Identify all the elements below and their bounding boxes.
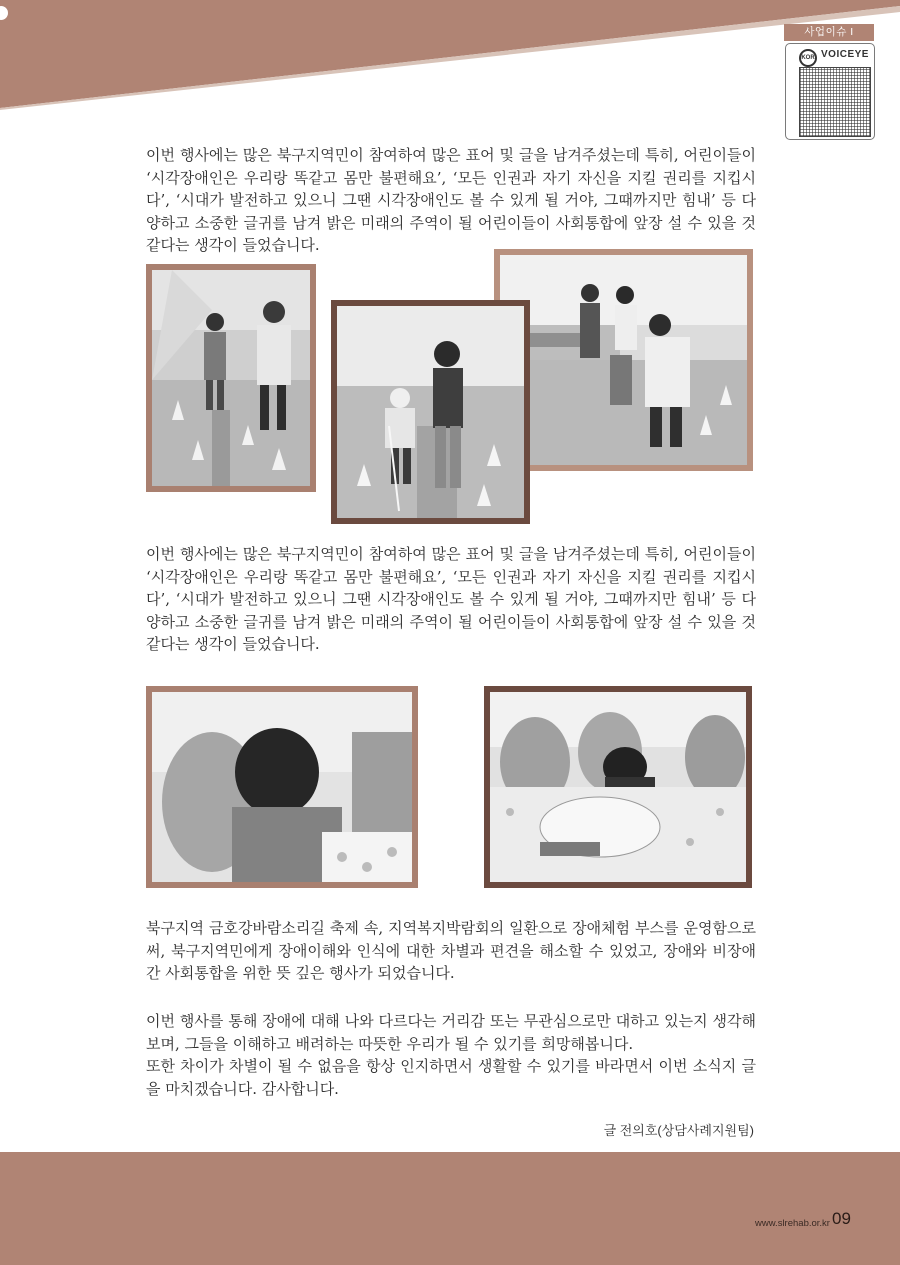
section-label: 사업이슈 I — [784, 24, 874, 41]
photo-child-drawing — [146, 686, 418, 888]
footer-website: www.slrehab.or.kr — [755, 1218, 830, 1229]
author-credit: 글 전의호(상담사례지원팀) — [603, 1123, 754, 1138]
photo-children-writing — [484, 686, 752, 888]
voiceeye-brand-label: VOICEYE — [821, 49, 869, 60]
photo-child-walking-cane — [146, 264, 316, 492]
article-paragraph-1: 이번 행사에는 많은 북구지역민이 참여하여 많은 표어 및 글을 남겨주셨는데 특히, 어린이들이 ‘시각장애인은 우리랑 똑같고 몸만 불편해요’, ‘모든 인권과 자기 자신을 지킬 권리를 지킵시다’, ‘시대가 발전하고 있으니 그땐 시각장애인도 볼 수 있게 될 거야, 그때까지만 힘내’ 등 다양하고 소중한 글귀를 남겨 밝은 미래의 주역이 될 어린이들이 사회통합에 앞장 설 수 있을 것 같다는 생각이 들었습니다. — [146, 146, 756, 254]
photo-booth-tables — [494, 249, 753, 471]
page-number: 09 — [832, 1209, 851, 1228]
article-paragraph-4-line-a: 이번 행사를 통해 장애에 대해 나와 다르다는 거리감 또는 무관심으로만 대하고 있는지 생각해보며, 그들을 이해하고 배려하는 따뜻한 우리가 될 수 있기를 희망해봅니다. — [146, 1012, 756, 1053]
article-paragraph-3: 북구지역 금호강바람소리길 축제 속, 지역복지박람회의 일환으로 장애체험 부스를 운영함으로써, 북구지역민에게 장애이해와 인식에 대한 차별과 편견을 해소할 수 있었고, 장애와 비장애 간 사회통합을 위한 뜻 깊은 행사가 되었습니다. — [146, 919, 756, 982]
voiceeye-kor-badge: KOR — [799, 49, 817, 67]
voiceeye-code-box — [785, 43, 875, 140]
header-band — [0, 0, 900, 110]
photo-adult-guiding-child — [331, 300, 530, 524]
voiceeye-barcode — [799, 67, 871, 137]
article-paragraph-4-line-b: 또한 차이가 차별이 될 수 없음을 항상 인지하면서 생활할 수 있기를 바라면서 이번 소식지 글을 마치겠습니다. 감사합니다. — [146, 1057, 756, 1098]
article-paragraph-4 — [146, 1010, 756, 1100]
footer-band — [0, 1152, 900, 1265]
article-paragraph-2: 이번 행사에는 많은 북구지역민이 참여하여 많은 표어 및 글을 남겨주셨는데 특히, 어린이들이 ‘시각장애인은 우리랑 똑같고 몸만 불편해요’, ‘모든 인권과 자기 자신을 지킬 권리를 지킵시다’, ‘시대가 발전하고 있으니 그땐 시각장애인도 볼 수 있게 될 거야, 그때까지만 힘내’ 등 다양하고 소중한 글귀를 남겨 밝은 미래의 주역이 될 어린이들이 사회통합에 앞장 설 수 있을 것 같다는 생각이 들었습니다. — [146, 545, 756, 653]
